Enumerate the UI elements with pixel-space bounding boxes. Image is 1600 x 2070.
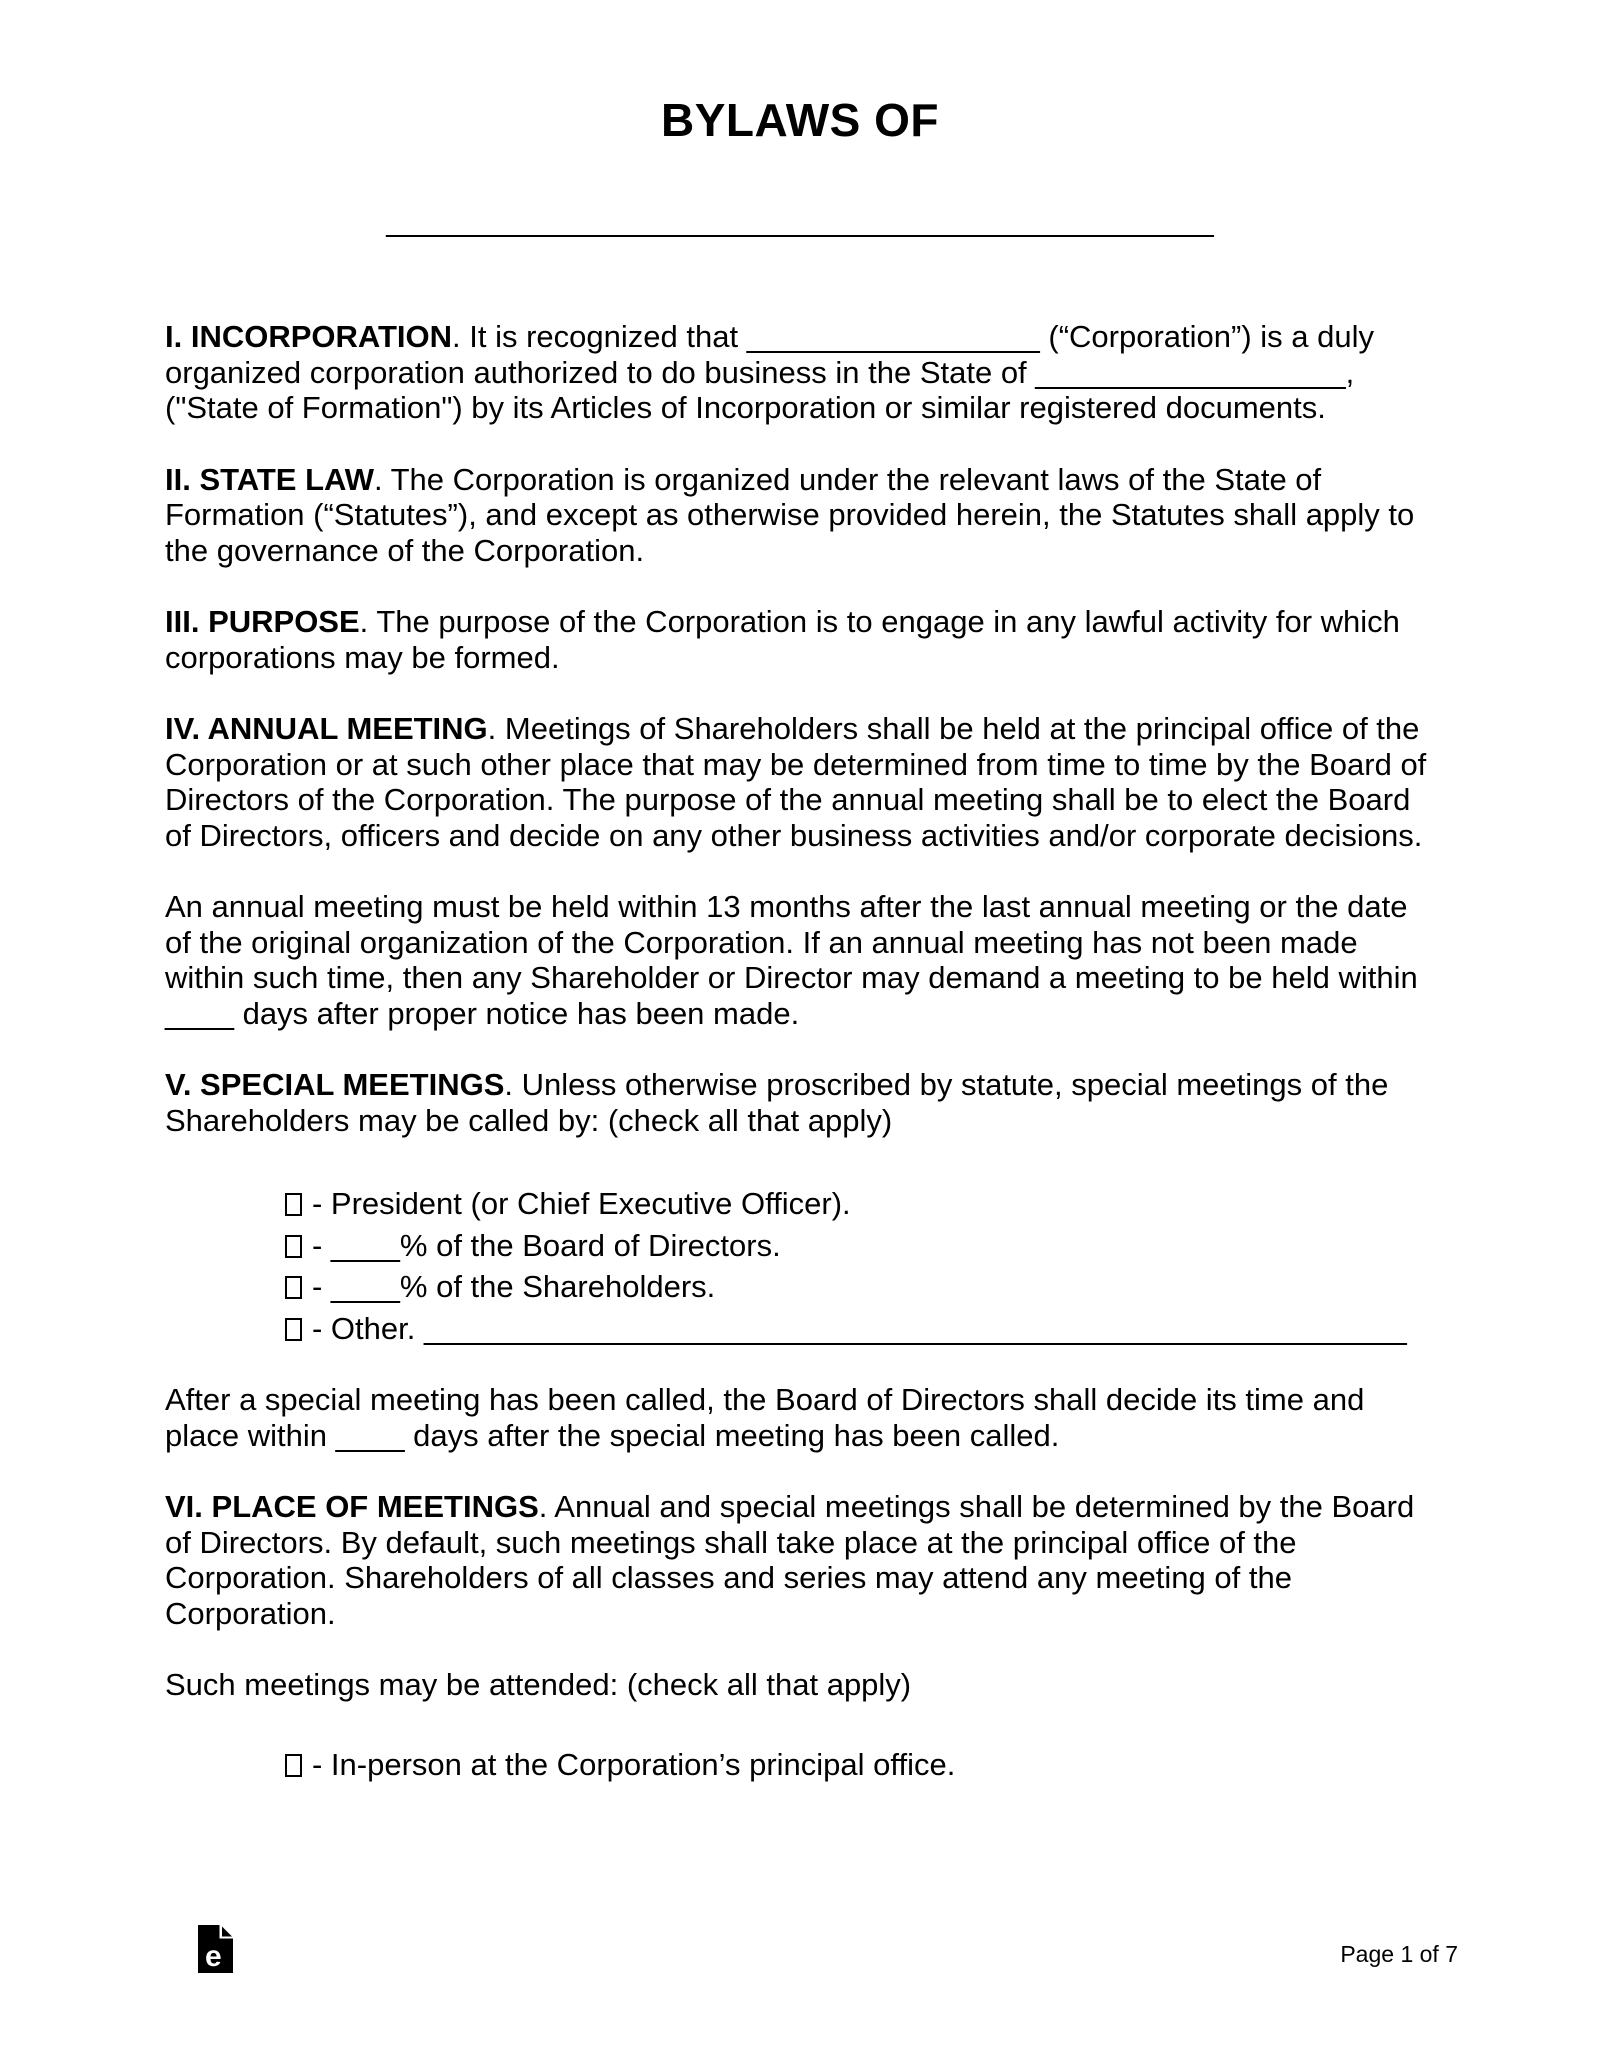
unchecked-checkbox-icon[interactable]: [285, 1193, 302, 1216]
section-body: Such meetings may be attended: (check all that apply): [165, 1667, 912, 1702]
eforms-logo-icon: [198, 1925, 233, 1973]
checklist-item-shareholders-percent: [285, 1269, 1435, 1305]
section-special-meetings: [165, 1067, 1435, 1138]
checklist-item-in-person: [285, 1747, 1435, 1783]
section-heading: VI. PLACE OF MEETINGS: [165, 1489, 539, 1524]
section-state-law: [165, 462, 1435, 569]
section-annual-meeting: [165, 711, 1435, 853]
section-purpose: [165, 604, 1435, 675]
unchecked-checkbox-icon[interactable]: [285, 1276, 302, 1299]
checklist-item-label: - In-person at the Corporation’s principal office.: [312, 1746, 956, 1782]
section-heading: III. PURPOSE: [165, 604, 360, 639]
checklist-item-label: - President (or Chief Executive Officer).: [312, 1186, 851, 1221]
section-body: . It is recognized that _________________ (“Corporation”) is a duly organized corporation authorized to do business in the State of __________________, ("State of Formation") by its Articles of Incorporation or similar registered documents.: [165, 319, 1375, 425]
checklist-item-other: [285, 1311, 1435, 1347]
section-place-of-meetings: [165, 1489, 1435, 1631]
section-heading: V. SPECIAL MEETINGS: [165, 1067, 505, 1102]
section-body: . The Corporation is organized under the relevant laws of the State of Formation (“Statutes”), and except as otherwise provided herein, the Statutes shall apply to the governance of the Corporation.: [165, 461, 1415, 568]
document-title: BYLAWS OF: [661, 94, 939, 146]
unchecked-checkbox-icon[interactable]: [285, 1754, 302, 1777]
section-heading: I. INCORPORATION: [165, 319, 453, 354]
checklist-item-label: - Other. _________________________________________________________: [312, 1310, 1407, 1346]
checklist-item-label: - ____% of the Board of Directors.: [312, 1227, 781, 1263]
section-body: . Unless otherwise proscribed by statute, special meetings of the Shareholders may be called by: (check all that apply): [165, 1067, 1389, 1138]
checklist-item-president: [285, 1186, 1435, 1222]
unchecked-checkbox-icon[interactable]: [285, 1318, 302, 1341]
checklist-item-label: - ____% of the Shareholders.: [312, 1269, 716, 1304]
section-heading: IV. ANNUAL MEETING: [165, 711, 488, 746]
section-body: . Meetings of Shareholders shall be held at the principal office of the Corporation or at such other place that may be determined from time to time by the Board of Directors of the Corporation. The purpose of the annual meeting shall be to elect the Board of Directors, officers and decide on any other business activities and/or corporate decisions.: [165, 711, 1427, 853]
section-body: . Annual and special meetings shall be determined by the Board of Directors. By default, such meetings shall take place at the principal office of the Corporation. Shareholders of all classes and series may attend any meeting of the Corporation.: [165, 1489, 1415, 1631]
page-number: Page 1 of 7: [1340, 1941, 1458, 1967]
logo-letter: e: [205, 1940, 222, 1973]
annual-meeting-timing-paragraph: [165, 889, 1435, 1031]
section-incorporation: [165, 319, 1435, 426]
checklist-item-board-percent: [285, 1228, 1435, 1264]
section-body: After a special meeting has been called, the Board of Directors shall decide its time and place within ____ days after the special meeting has been called.: [165, 1382, 1365, 1453]
document-content: [165, 0, 1435, 1788]
corporation-name-blank: ________________________________________________: [386, 203, 1214, 238]
unchecked-checkbox-icon[interactable]: [285, 1235, 302, 1258]
section-body: . The purpose of the Corporation is to engage in any lawful activity for which corporations may be formed.: [165, 604, 1400, 675]
meeting-attendance-intro-paragraph: [165, 1667, 1435, 1703]
special-meeting-timing-paragraph: [165, 1382, 1435, 1453]
section-heading: II. STATE LAW: [165, 461, 374, 497]
special-meetings-checklist: [165, 1186, 1435, 1346]
attendance-checklist: [165, 1747, 1435, 1783]
section-body: An annual meeting must be held within 13 months after the last annual meeting or the date of the original organization of the Corporation. If an annual meeting has not been made within such time, then any Shareholder or Director may demand a meeting to be held within ____ days after proper notice has been made.: [165, 889, 1418, 1031]
